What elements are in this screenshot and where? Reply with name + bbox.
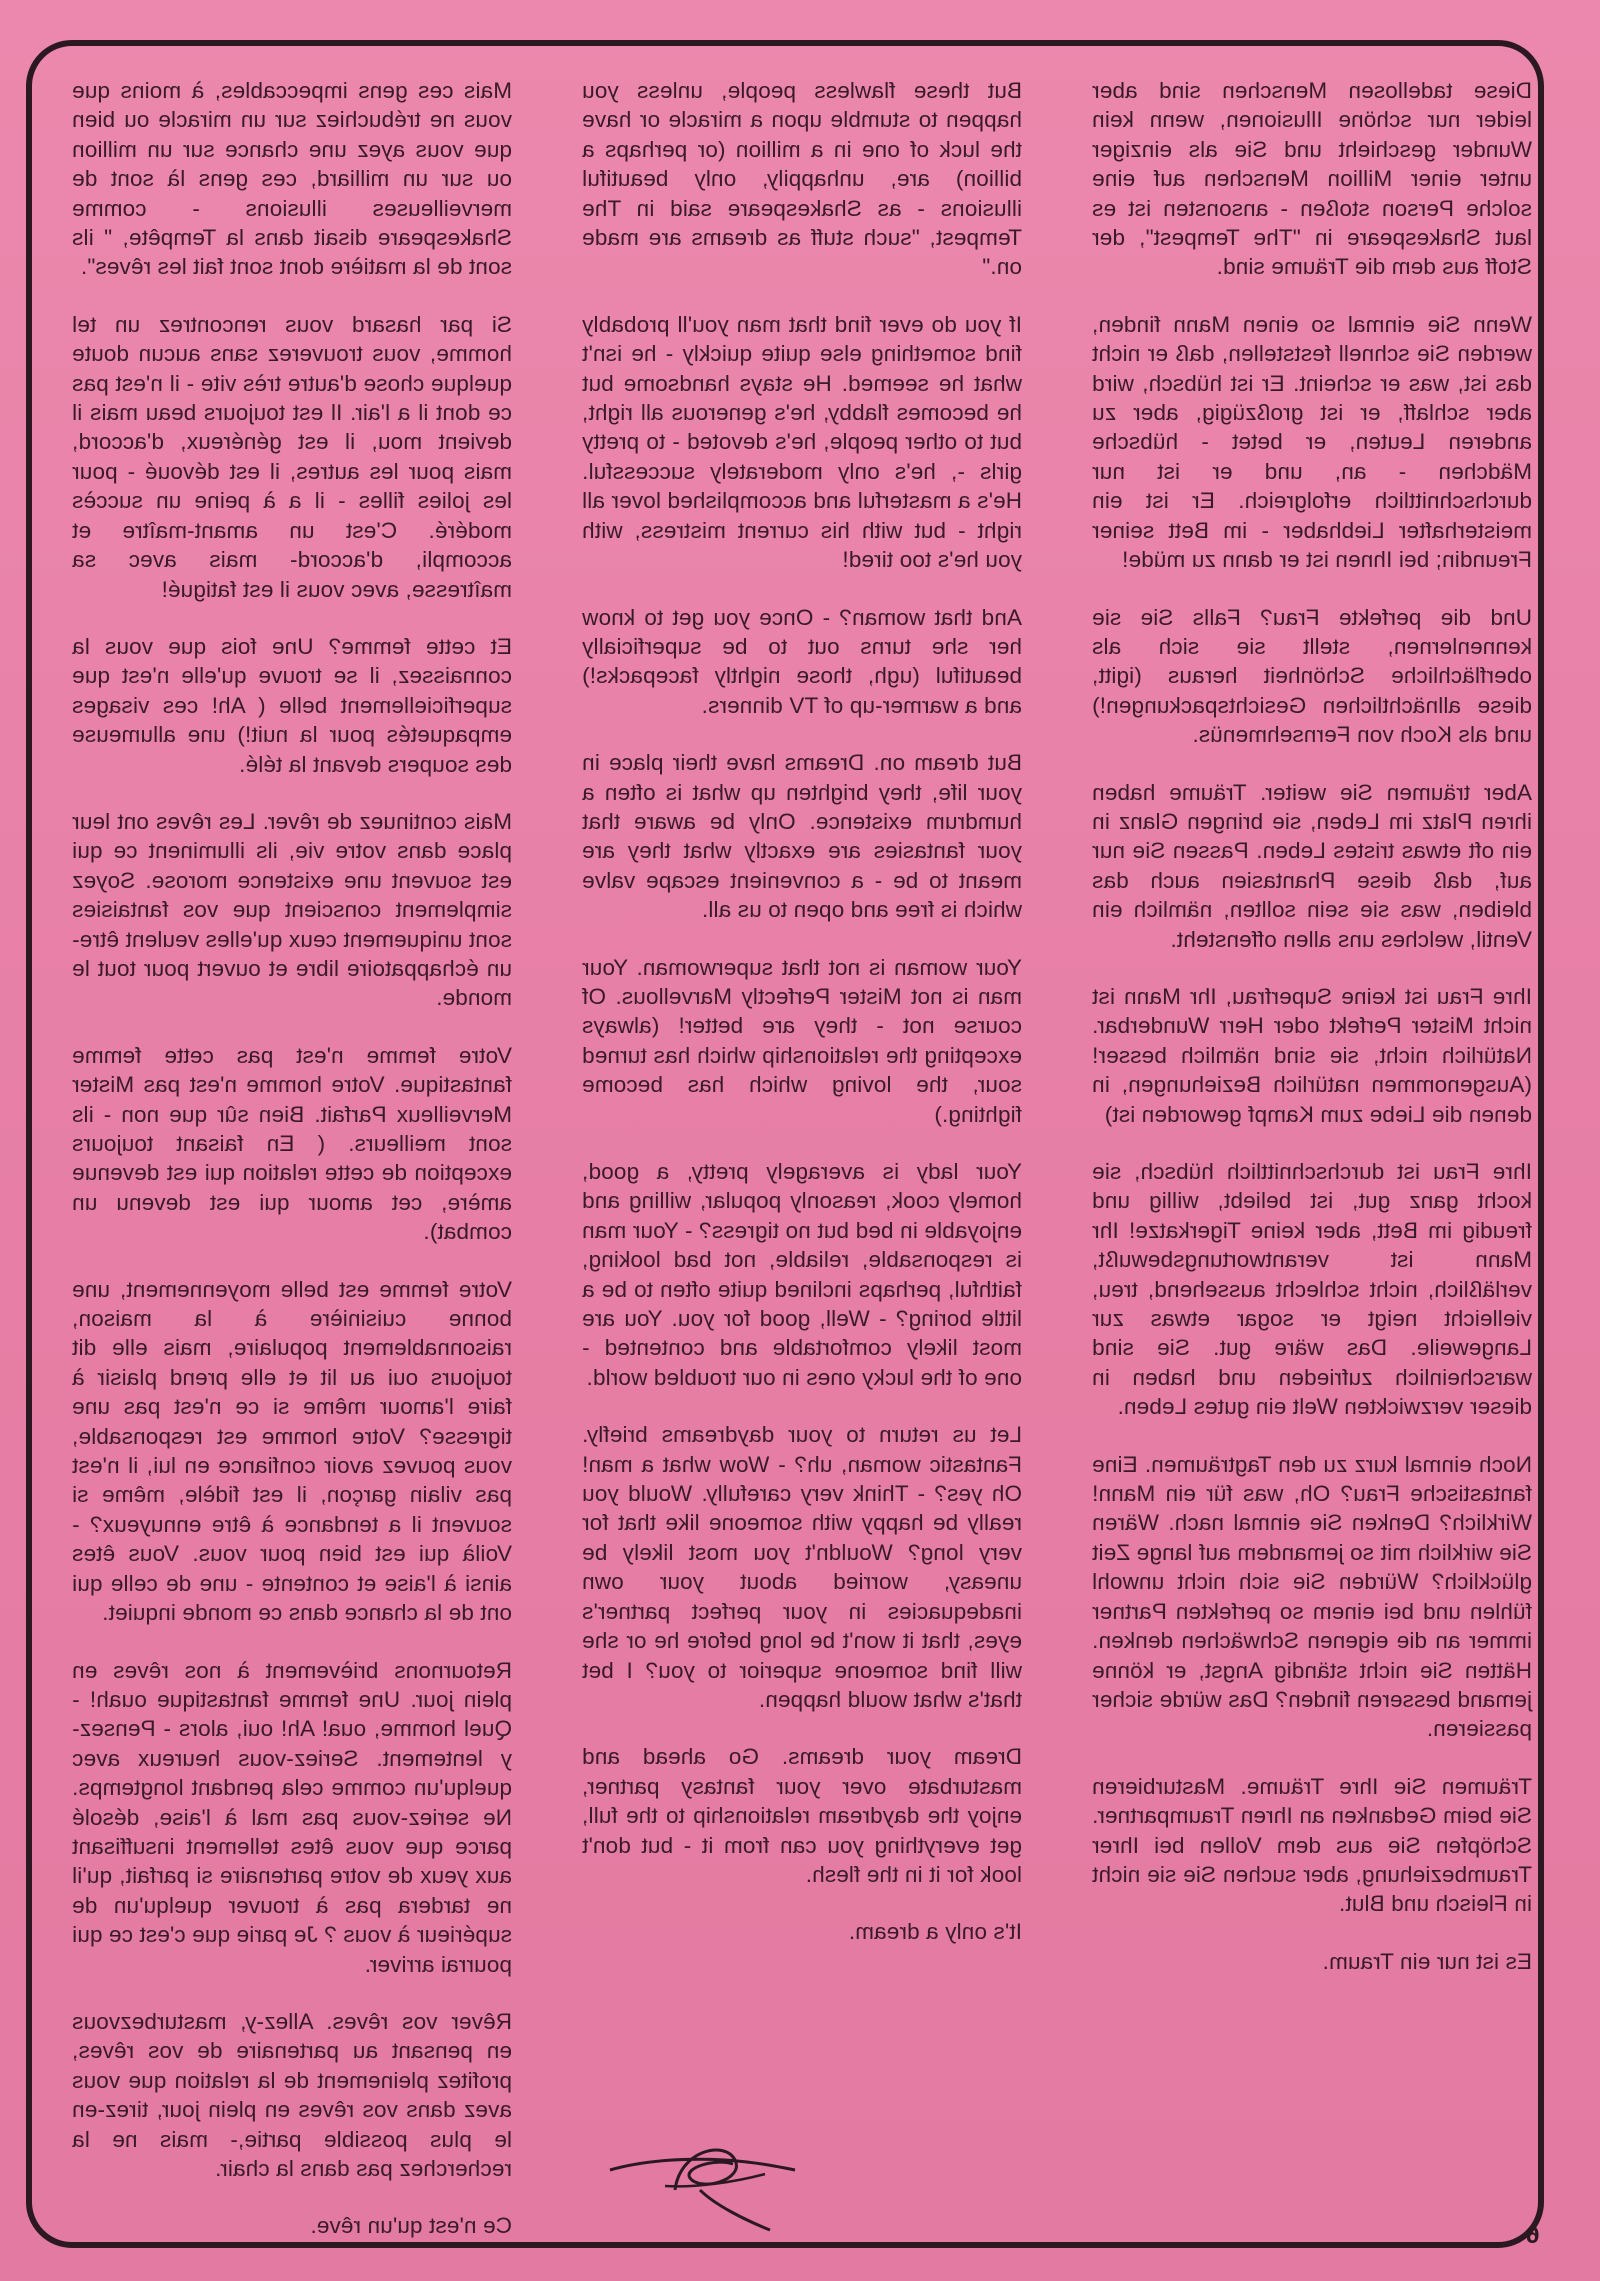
- french-paragraph: Si par hasard vous rencontrez un tel homme, vous trouverez sans aucun doute quelque chose d'autre très vite - il n'est pas ce dont il a l'air. Il est toujours beau mais il devient mou, il est généreux, d'accord, mais pour les autres, il est dévoué - pour les jolies filles - il a à peine un succès modéré. C'est un amant-maître et accompli, d'accord- mais avec sa maîtresse, avec vous il est fatigué!: [72, 311, 512, 602]
- french-paragraph: Mais continuez de rêver. Les rêves ont leur place dans votre vie, ils illuminent ce qui est souvent une existence morose. Soyez simplement conscient que vos fantaisies sont uniquement ceux qu'elles veulent être- un échappatoire libre et ouvert pour tout le monde.: [72, 808, 512, 1011]
- english-paragraph: Let us return to your daydreams briefly. Fantastic woman, uh? - Wow what a man! Oh yes? - Think very carefully. Would you really be happy with someone like that for very long? Wouldn't you most likely be uneasy, worried about your own inadequacies in your perfect partner's eyes, that it won't be long before he or she will find someone superior to you? I bet that's what would happen.: [582, 1422, 1022, 1712]
- english-column: [582, 76, 1022, 2196]
- german-paragraph: Diese tadellosen Menschen sind aber leider nur schöne Illusionen, wenn kein Wunder geschieht und Sie als einziger unter einer Million Menschen auf eine solche Person stoßen - ansonsten ist es laut Shakespeare in "The Tempest", der Stoff aus dem die Träume sind.: [1092, 78, 1532, 280]
- french-column: [72, 76, 512, 2239]
- page-number: 6: [1526, 2222, 1540, 2249]
- english-paragraph: Your lady is averagely pretty, a good, homely cook, reasonly popular, willing and enjoyable in bed but no tigress? - Your man is responsable, reliable, not bad looking, faithful, perhaps inclined quite often to be a little boring? - Well, good for you. You are most likely comfortable and contented - one of the lucky ones in our troubled world.: [582, 1159, 1022, 1390]
- german-paragraph: Ihre Frau ist durchschnittlich hübsch, sie kocht ganz gut, ist beliebt, willig und freudig im Bett, aber keine Tigerkatze! Ihr Mann ist verantwortungsbewußt, verläßlich, nicht schlecht aussehend, treu, vielleicht neigt er sogar etwas zur Langeweile. Das wäre gut. Sie sind warscheinlich zufrieden und haben in dieser verzwickten Welt ein gutes Leben.: [1092, 1159, 1532, 1420]
- french-paragraph: Votre femme n'est pas cette femme fantastique. Votre homme n'est pas Mister Merveilleux Parfait. Bien sûr que non - ils sont meilleurs. ( En faisant toujours exception de cette relation qui est devenue amère, cet amour qui est devenu un combat).: [72, 1042, 512, 1245]
- french-closing-line: Ce n'est qu'un rêve.: [310, 2213, 512, 2239]
- english-paragraph: If you do ever find that man you'll probably find something else quite quickly - he isn't what he seemed. He stays handsome but he becomes flabby, he's generous all right, but to other people, he's devoted - to pretty girls -, he's only moderately successful. He's a masterful and accomplished lover all right - but with his current mistress, with you he's too tired!: [582, 311, 1022, 573]
- english-closing-line: It's only a dream.: [848, 1919, 1022, 1945]
- french-paragraph: Rêver vos rêves. Allez-y, masturbezvous en pensant au partenaire de vos rêves, profitez pleinement de la relation que vous avez dans vos rêves en plein jour, tirez-en le plus possible partie,- mais ne la recherchez pas dans la chair.: [72, 2008, 512, 2181]
- english-paragraph: Dream your dreams. Go ahead and masturbate over your fantasy partner, enjoy the daydream relationship to the full, get everything you can from it - but don't look for it in the flesh.: [582, 1744, 1022, 1887]
- english-paragraph: And that woman? - Once you get to know her she turns out to be superficially beautiful (ugh, those nightly facepacks!) and a warmer-up of TV dinners.: [582, 604, 1022, 718]
- french-paragraph: Retournons brièvement à nos rêves en plein jour. Une femme fantastique ouah! - Quel homme, oua! Ah! oui, alors - Pensez-y lentement. Seriez-vous heureux avec quelqu'un comme cela pendant longtemps. Ne seriez-vous pas mal à l'aise, désolé parce que vous êtes tellement insuffisant aux yeux de votre partenaire si parfait, qu'il ne tardera pas à trouver quelqu'un de supérieur à vous ? Je parie que c'est ce qui pourrai arriver.: [72, 1657, 512, 1977]
- text-columns: [62, 76, 1532, 2239]
- signature-graphic: [605, 2130, 815, 2240]
- german-paragraph: Und die perfekte Frau? Falls Sie sie kennenlernen, stellt sie sich als oberflächliche Schönheit heraus (igitt, diese allnächtlichen Gesichtspackungen!) und als Koch von Fernsehmenüs.: [1092, 604, 1532, 748]
- german-paragraph: Träumen Sie Ihre Träume. Masturbieren Sie beim Gedanken an Ihren Traumpartner. Schöpfen Sie aus dem Vollen bei Ihrer Traumbeziehung, aber suchen Sie sie nicht in Fleisch und Blut.: [1092, 1773, 1532, 1917]
- english-paragraph: But these flawless people, unless you happen to stumble upon a miracle or have the luck of one in a million (or perhaps a billion) are, unhappily, only beautiful illusions - as Shakespeare said in The Tempest, "such stuff as dreams are made on.": [582, 78, 1022, 280]
- german-paragraph: Ihre Frau ist keine Superfrau, Ihr Mann ist nicht Mister Perfekt oder Herr Wunderbar. Natürlich nicht, sie sind nämlich besser! (Ausgenommen natürlich Beziehungen, in denen die Liebe zum Kampf geworden ist): [1092, 983, 1532, 1127]
- french-paragraph: Votre femme est belle moyennement, une bonne cuisinière à la maison, raisonnablement populaire, mais elle dit toujours oui au lit et elle prend plaisir à faire l'amour même si ce n'est pas une tigresse? Votre homme est responsable, vous pouvez avoir confiance en lui, il n'est pas vilain garçon, il est fidèle, même si souvent il a tendance à être ennuyeux? - Voilà qui est bien pour vous. Vous êtes ainsi à l'aise et contente - une de celle qui ont de la chance dans ce monde inquiet.: [72, 1276, 512, 1626]
- french-paragraph: Et cette femme? Une fois que vous la connaissez, il se trouve qu'elle n'est que superficiellement belle ( Ah! ces visages empaquetés pour la nuit!) une allumeuse des soupers devant la télé.: [72, 633, 512, 777]
- french-paragraph: Mais ces gens impeccables, à moins que vous ne trébuchiez sur un miracle ou bien que vous ayez une chance sur un million ou sur un milliard, ces gens là sont de merveilleuses illusions - comme Shakespeare disait dans la Tempête, " ils sont de la matière dont sont fait les rêves".: [72, 78, 512, 280]
- german-paragraph: Noch einmal kurz zu den Tagträumen. Eine fantastische Frau? Oh, was für ein Mann! Wirklich? Denken Sie einmal nach. Wären Sie wirklich mit so jemandem auf lange Zeit glücklich? Würden Sie sich nicht unwohl fühlen und bei einem so perfekten Partner immer an die eigenen Schwächen denken. Hätten Sie nicht ständig Angst, er könne jemand besseren finden? Das würde sicher passieren.: [1092, 1451, 1532, 1742]
- english-paragraph: But dream on. Dreams have their place in your life, they brighten up what is often a humdrum existence. Only be aware that your fantasies are exactly what they are meant to be - a convenient escape valve which is free and open to us all.: [582, 750, 1022, 923]
- german-closing-line: Es ist nur ein Traum.: [1322, 1948, 1532, 1974]
- english-paragraph: Your woman is not that superwoman. Your man is not Mister Perfectly Marvellous. Of course not - they are better! (always excepting the relationship which has turned sour, the loving which has become fighting.): [582, 954, 1022, 1127]
- german-paragraph: Aber träumen Sie weiter. Träume haben ihren Platz im Leben, sie bringen Glanz in ein oft etwas tristes Leben. Passen Sie nur auf, daß diese Phantasien auch das bleiben, was sie sein sollten, nämlich ein Ventil, welches uns allen offensteht.: [1092, 779, 1532, 952]
- german-column: [1092, 76, 1532, 2196]
- german-paragraph: Wenn Sie einmal so einen Mann finden, werden Sie schnell feststellen, daß er nicht das ist, was er scheint. Er ist hübsch, wird aber schlaff, er ist großzügig, aber zu anderen Leuten, er betet - hübsche Mädchen - an, und er ist nur durchschnittlich erfolgreich. Er ist ein meisterhafter Liebhaber - im Bett seiner Freundin; bei Ihnen ist er dann zu müde!: [1092, 311, 1532, 573]
